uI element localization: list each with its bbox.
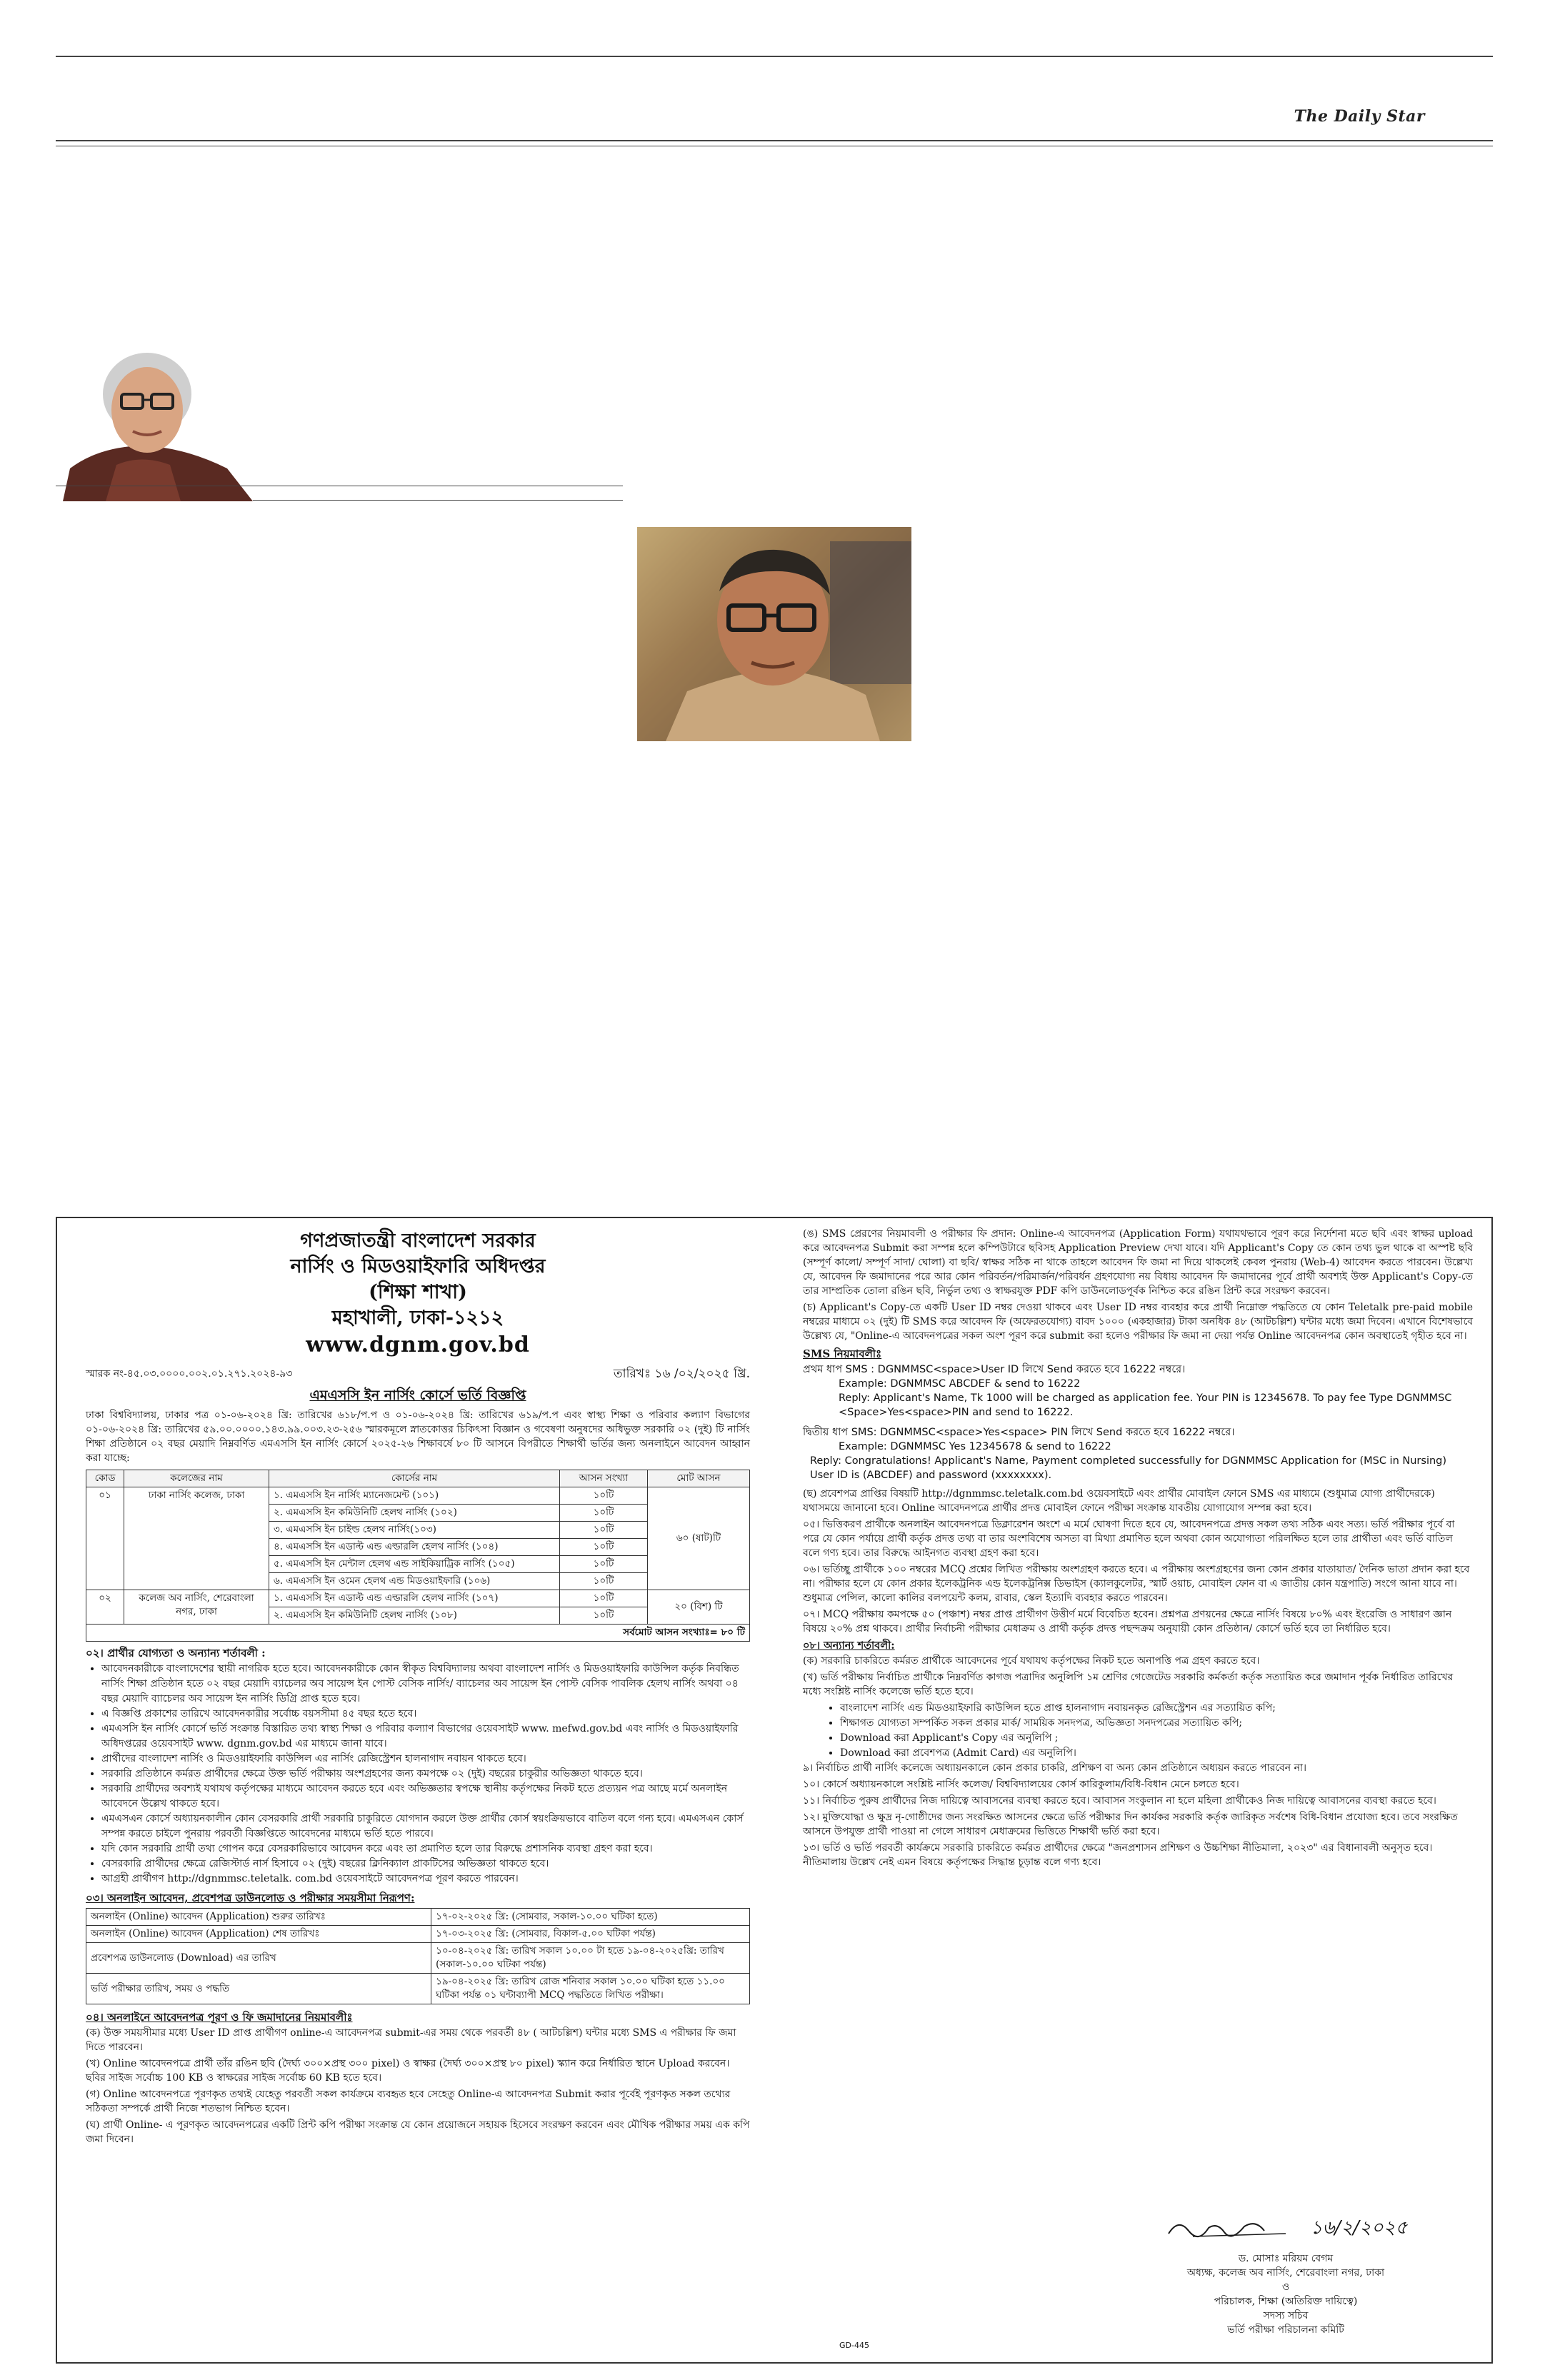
course-seats: ১০টি — [560, 1505, 648, 1522]
list-item: • আবেদনকারীকে বাংলাদেশের স্থায়ী নাগরিক হতে হবে। আবেদনকারীকে কোন স্বীকৃত বিশ্ববিদ্যালয় অথবা বাংলাদেশ নার্সিং ও মিডওয়াইফারি কাউন্সিল কর্তৃক নিবন্ধিত নার্সিং শিক্ষা প্রতিষ্ঠান হতে ০২ বছর মেয়াদি ব্যাচেলর অব সায়েন্স ইন পোস্ট বেসিক নার্সিং/ ব্যাচেলর অব সায়েন্স ইন পোস্ট বেসিক পাবলিক হেলথ নার্সিং অথবা ০৪ বছর মেয়াদি ব্যাচেলর অব সায়েন্স ইন নার্সিং ডিগ্রি প্রাপ্ত হতে হবে। — [101, 1662, 750, 1707]
schedule-value: ১৭-০৩-২০২৫ খ্রি: (সোমবার, বিকাল-৫.০০ ঘটিকা পর্যন্ত) — [431, 1926, 750, 1943]
schedule-value: ১০-০৪-২০২৫ খ্রি: তারিখ সকাল ১০.০০ টা হতে ১৯-০৪-২০২৫খ্রি: তারিখ (সকাল-১০.০০ ঘটিকা পর্যন্ত) — [431, 1943, 750, 1974]
course-name: ৩. এমএসসি ইন চাইল্ড হেলথ নার্সিং(১০৩) — [269, 1522, 560, 1539]
list-item: • সরকারি প্রতিষ্ঠানে কর্মরত প্রার্থীদের ক্ষেত্রে উক্ত ভর্তি পরীক্ষায় অংশগ্রহণের জন্য কমপক্ষে ০২ (দুই) বছরের চাকুরীর অভিজ্ঞতা থাকতে হবে। — [101, 1767, 750, 1782]
branch-name: (শিক্ষা শাখা) — [369, 1281, 467, 1303]
course-name: ৪. এমএসসি ইন এডাল্ট এন্ড এল্ডারলি হেলথ নার্সিং (১০৪) — [269, 1539, 560, 1556]
col-header-total: মোট আসন — [648, 1470, 750, 1487]
signer-name: ড. মোসাঃ মরিয়ম বেগম — [1238, 2253, 1334, 2264]
list-item: • এমএসসি ইন নার্সিং কোর্সে ভর্তি সংক্রান্ত বিস্তারিত তথ্য স্বাস্থ্য শিক্ষা ও পরিবার কল্যাণ বিভাগের ওয়েবসাইট www. mefwd.gov.bd এবং নার্সিং ও মিডওয়াইফারি অধিদপ্তরের ওয়েবসাইট www. dgnm.gov.bd এর মাধ্যমে জানা যাবে। — [101, 1722, 750, 1752]
header-rule-1 — [56, 140, 1493, 141]
sms-step1: প্রথম ধাপ SMS : DGNMMSC<space>User ID লিখে Send করতে হবে 16222 নম্বরে। — [803, 1364, 1186, 1375]
clause-13: ১৩। ভর্তি ও ভর্তি পরবর্তী কার্যক্রমে সরকারি চাকরিতে কর্মরত প্রার্থীদের ক্ষেত্রে "জনপ্রশাসন প্রশিক্ষণ ও উচ্চশিক্ষা নীতিমালা, ২০২৩" এর বিধানাবলী অনুসৃত হবে। নীতিমালায় উল্লেখ নেই এমন বিষয়ে কর্তৃপক্ষের সিদ্ধান্ত চূড়ান্ত বলে গণ্য হবে। — [803, 1842, 1433, 1868]
course-name: ২. এমএসসি ইন কমিউনিটি হেলথ নার্সিং (১০২) — [269, 1505, 560, 1522]
course-seats: ১০টি — [560, 1487, 648, 1505]
govt-name: গণপ্রজাতন্ত্রী বাংলাদেশ সরকার — [300, 1230, 536, 1252]
clause-05: ০৫। ভিত্তিকরণ প্রার্থীকে অনলাইন আবেদনপত্রে ডিক্লারেশন অংশে এ মর্মে ঘোষণা দিতে হবে যে, আবেদনপত্রে প্রদত্ত সকল তথ্য সঠিক এবং সত্য। ভর্তি পরীক্ষার পূর্বে বা পরে যে কোন পর্যায়ে প্রার্থী কর্তৃক প্রদত্ত তথ্য বা তার অংশবিশেষ অসত্য বা মিথ্যা প্রমাণিত হলে অথবা কোন অযোগ্যতা পরিলক্ষিত হলে তার প্রার্থীতা এবং ভর্তি বাতিল বলে গণ্য হবে। তার বিরুদ্ধে আইনগত ব্যবস্থা গ্রহণ করা হবে। — [803, 1519, 1455, 1559]
course-name: ১. এমএসসি ইন এডাল্ট এন্ড এল্ডারলি হেলথ নার্সিং (১০৭) — [269, 1590, 560, 1607]
schedule-table — [86, 1908, 750, 2004]
list-item: • বাংলাদেশ নার্সিং এন্ড মিডওয়াইফারি কাউন্সিল হতে প্রাপ্ত হালনাগাদ নবায়নকৃত রেজিস্ট্রেশন এর সত্যায়িত কপি; — [840, 1701, 1473, 1716]
course-seats: ১০টি — [560, 1539, 648, 1556]
sms-rules-intro: (ঙ) SMS প্রেরণের নিয়মাবলী ও পরীক্ষার ফি প্রদান: Online-এ আবেদনপত্র (Application Form) যথাযথভাবে পূরণ করে নির্দেশনা মতে ছবি এবং স্বাক্ষর upload করে আবেদনপত্র Submit করা সম্পন্ন হলে কম্পিউটারে ছবিসহ Application Preview দেখা যাবে। যদি Applicant's Copy তে কোন তথ্য ভুল থাকে বা অস্পষ্ট ছবি (সম্পূর্ণ কালো/ সম্পূর্ণ সাদা/ ঘোলা) বা ছবি/ স্বাক্ষর সঠিক না থাকে তাহলে আবেদন ফি জমা না দিয়ে থাকলেই কেবল পুনরায় (Web-4) আবেদন করতে পারবেন। উল্লেখ্য যে, আবেদন ফি জমাদানের পরে আর কোন পরিবর্তন/পরিমার্জন/পরিবর্ধন গ্রহণযোগ্য নয় বিধায় আবেদন ফি জমাদানের পূর্বে প্রার্থী অবশ্যই উক্ত Applicant's Copy-তে তার সাম্প্রতিক তোলা রঙিন ছবি, নির্ভুল তথ্য ও স্বাক্ষরযুক্ত PDF কপি ডাউনলোডপূর্বক নিশ্চিত করে রঙিন প্রিন্ট করে সংরক্ষণ করবেন। — [803, 1228, 1473, 1297]
portrait-woman-illustration — [56, 347, 253, 501]
course-name: ১. এমএসসি ইন নার্সিং ম্যানেজমেন্ট (১০১) — [269, 1487, 560, 1505]
admit-card-info: (ছ) প্রবেশপত্র প্রাপ্তির বিষয়টি http://dgnmmsc.teletalk.com.bd ওয়েবসাইটে এবং প্রার্থীর মোবাইল ফোনে SMS এর মাধ্যমে (শুধুমাত্র যোগ্য প্রার্থীদেরকে) যথাসময়ে জানানো হবে। Online আবেদনপত্রে প্রার্থীর প্রদত্ত মোবাইল ফোনে পরীক্ষা সংক্রান্ত যাবতীয় যোগাযোগ সম্পন্ন করা হবে। — [803, 1488, 1435, 1514]
list-item: • Download করা প্রবেশপত্র (Admit Card) এর অনুলিপি। — [840, 1746, 1473, 1761]
list-item: • Download করা Applicant's Copy এর অনুলিপি ; — [840, 1731, 1473, 1746]
clause-11: ১১। নির্বাচিত পুরুষ প্রার্থীদের নিজ দায়িত্বে আবাসনের ব্যবস্থা করতে হবে। আবাসন সংকুলান না হলে মহিলা প্রার্থীকেও নিজ দায়িত্বে আবাসনের ব্যবস্থা করতে হবে। — [803, 1795, 1436, 1807]
sms-step2-example: Example: DGNMMSC Yes 12345678 & send to 16222 — [839, 1441, 1111, 1452]
college-code: ০২ — [86, 1590, 124, 1625]
fee-rule-ka: (ক) উক্ত সময়সীমার মধ্যে User ID প্রাপ্ত প্রার্থীগণ online-এ আবেদনপত্র submit-এর সময় থেকে পরবর্তী ৪৮ ( আটচল্লিশ) ঘন্টার মধ্যে SMS এ পরীক্ষার ফি জমা দিতে পারবেন। — [86, 2027, 736, 2053]
course-seats: ১০টি — [560, 1607, 648, 1625]
table-row — [86, 1974, 750, 2004]
signer-title-1: অধ্যক্ষ, কলেজ অব নার্সিং, শেরেবাংলা নগর, ঢাকা — [1186, 2267, 1385, 2279]
notice-intro: ঢাকা বিশ্ববিদ্যালয়, ঢাকার পত্র ০১-০৬-২০২৪ খ্রি: তারিখের ৬১৮/প.প ও ০১-০৬-২০২৪ খ্রি: তারিখের ৬১৯/প.প এবং স্বাস্থ্য শিক্ষা ও পরিবার কল্যাণ বিভাগের ০১-০৬-২০২৪ খ্রি: তারিখের ৫৯.০০.০০০০.১৪৩.৯৯.০০৩.২৩-২৫৬ স্মারকমূলে স্নাতকোত্তর চিকিৎসা বিজ্ঞান ও গবেষণা অনুষদের অধিভুক্ত সরকারি ০২ (দুই) টি নার্সিং শিক্ষা প্রতিষ্ঠানে ০২ বছর মেয়াদি নিম্নবর্ণিত এমএসসি ইন নার্সিং কোর্সে ২০২৫-২৬ শিক্ষাবর্ষে ৮০ টি আসনে বিপরীতে শিক্ষার্থী ভর্তির জন্য অনলাইনে আবেদন আহ্বান করা যাচ্ছে: — [86, 1410, 750, 1464]
admission-notice-ad — [56, 1217, 1493, 2364]
portrait-photo-man — [637, 527, 911, 741]
sms-step1-example: Example: DGNMMSC ABCDEF & send to 16222 — [839, 1378, 1081, 1390]
list-item: • শিক্ষাগত যোগ্যতা সম্পর্কিত সকল প্রকার মার্ক/ সাময়িক সনদপত্র, অভিজ্ঞতা সনদপত্রের সত্যায়িত কপি; — [840, 1716, 1473, 1731]
section2-heading: ০২। প্রার্থীর যোগ্যতা ও অন্যান্য শর্তাবলী : — [86, 1647, 266, 1660]
signature-date: ১৬/২/২০২৫ — [1310, 2217, 1408, 2239]
clause-08-ka: (ক) সরকারি চাকরিতে কর্মরত প্রার্থীকে আবেদনের পূর্বে যথাযথ কর্তৃপক্ষের নিকট হতে অনাপত্তি পত্র গ্রহণ করতে হবে। — [803, 1655, 1260, 1667]
table-total-row — [86, 1625, 750, 1642]
sms-step2: দ্বিতীয় ধাপ SMS: DGNMMSC<space>Yes<space> PIN লিখে Send করতে হবে 16222 নম্বরে। — [803, 1427, 1235, 1438]
portrait-man-illustration — [637, 527, 911, 741]
masthead-logo: The Daily Star — [1294, 107, 1425, 126]
col-header-seats: আসন সংখ্যা — [560, 1470, 648, 1487]
fee-rule-ga: (গ) Online আবেদনপত্রে পূরণকৃত তথ্যই যেহেতু পরবর্তী সকল কার্যক্রমে ব্যবহৃত হবে সেহেতু Online-এ আবেদনপত্র Submit করার পূর্বেই পূরণকৃত সকল তথ্যের সঠিকতা সম্পর্কে প্রার্থী নিজে শতভাগ নিশ্চিত হবেন। — [86, 2089, 731, 2114]
course-seats: ১০টি — [560, 1590, 648, 1607]
course-name: ৫. এমএসসি ইন মেন্টাল হেলথ এন্ড সাইকিয়াট্রিক নার্সিং (১০৫) — [269, 1556, 560, 1573]
signer-and: ও — [1281, 2281, 1290, 2293]
schedule-label: অনলাইন (Online) আবেদন (Application) শুরুর তারিখঃ — [86, 1909, 431, 1926]
documents-list — [803, 1701, 1473, 1761]
section4-heading: ০৪। অনলাইনে আবেদনপত্র পূরণ ও ফি জমাদানের নিয়মাবলীঃ — [86, 2011, 353, 2024]
schedule-label: ভর্তি পরীক্ষার তারিখ, সময় ও পদ্ধতি — [86, 1974, 431, 2004]
grand-total: সর্বমোট আসন সংখ্যাঃ= ৮০ টি — [86, 1625, 750, 1642]
sms-step1-reply: Reply: Applicant's Name, Tk 1000 will be charged as application fee. Your PIN is 12345678. To pay fee Type DGNMMSC <Space>Yes<space>PIN and send to 16222. — [839, 1392, 1452, 1418]
college-name: কলেজ অব নার্সিং, শেরেবাংলা নগর, ঢাকা — [124, 1590, 269, 1625]
list-item: • আগ্রহী প্রার্থীগণ http://dgnmmsc.teletalk. com.bd ওয়েবসাইটে আবেদনপত্র পূরণ করতে পারবেন। — [101, 1872, 750, 1887]
clause-08-heading: ০৮। অন্যান্য শর্তাবলী: — [803, 1640, 895, 1652]
table-row — [86, 1943, 750, 1974]
schedule-value: ১৭-০২-২০২৫ খ্রি: (সোমবার, সকাল-১০.০০ ঘটিকা হতে) — [431, 1909, 750, 1926]
list-item: • এ বিজ্ঞপ্তি প্রকাশের তারিখে আবেদনকারীর সর্বোচ্চ বয়সসীমা ৪৫ বছর হতে হবে। — [101, 1707, 750, 1722]
col-header-college: কলেজের নাম — [124, 1470, 269, 1487]
signature-block — [1157, 2212, 1414, 2337]
section3-heading: ০৩। অনলাইন আবেদন, প্রবেশপত্র ডাউনলোড ও পরীক্ষার সময়সীমা নিরূপণ: — [86, 1892, 415, 1904]
schedule-label: অনলাইন (Online) আবেদন (Application) শেষ তারিখঃ — [86, 1926, 431, 1943]
memo-date: তারিখঃ ১৬ /০২/২০২৫ খ্রি. — [613, 1367, 750, 1381]
signer-title-4: ভর্তি পরীক্ষা পরিচালনা কমিটি — [1227, 2324, 1344, 2336]
list-item: • সরকারি প্রার্থীদের অবশ্যই যথাযথ কর্তৃপক্ষের মাধ্যমে আবেদন করতে হবে এবং অভিজ্ঞতার স্বপক্ষে স্থানীয় কর্তৃপক্ষের নিকট হতে প্রত্যয়ন পত্র আছে মর্মে অনলাইন আবেদনে উল্লেখ থাকতে হবে। — [101, 1782, 750, 1812]
fee-rule-gha: (ঘ) প্রার্থী Online- এ পূরণকৃত আবেদনপত্রের একটি প্রিন্ট কপি পরীক্ষা সংক্রান্ত যে কোন প্রয়োজনে সহায়ক হিসেবে সংরক্ষণ করবেন এবং মৌখিক পরীক্ষার সময় এক কপি জমা দিবেন। — [86, 2119, 750, 2145]
col-header-code: কোড — [86, 1470, 124, 1487]
list-item: • যদি কোন সরকারি প্রার্থী তথ্য গোপন করে বেসরকারিভাবে আবেদন করে এবং তা প্রমাণিত হলে তার বিরুদ্ধে প্রশাসনিক ব্যবস্থা গ্রহণ করা হবে। — [101, 1842, 750, 1857]
fee-rule-kha: (খ) Online আবেদনপত্রে প্রার্থী তাঁর রঙিন ছবি (দৈর্ঘ্য ৩০০×প্রস্থ ৩০০ pixel) ও স্বাক্ষর (দৈর্ঘ্য ৩০০×প্রস্থ ৮০ pixel) স্ক্যান করে নির্ধারিত স্থানে Upload করবেন। ছবির সাইজ সর্বোচ্চ 100 KB ও স্বাক্ষরের সাইজ সর্বোচ্চ 60 KB হতে হবে। — [86, 2058, 730, 2084]
list-item: • বেসরকারি প্রার্থীদের ক্ষেত্রে রেজিস্টার্ড নার্স হিসাবে ০২ (দুই) বছরের ক্লিনিক্যাল প্রাকটিসের অভিজ্ঞতা থাকতে হবে। — [101, 1857, 750, 1872]
signer-title-2: পরিচালক, শিক্ষা (অতিরিক্ত দায়িত্বে) — [1214, 2296, 1358, 2307]
eligibility-list — [86, 1662, 750, 1887]
portrait-photo-woman — [56, 347, 253, 501]
sms-step2-reply: Reply: Congratulations! Applicant's Name, Payment completed successfully for DGNMMSC Application for (MSC in Nursing) User ID is (ABCDEF) and password (xxxxxxxx). — [810, 1455, 1447, 1481]
course-seats: ১০টি — [560, 1522, 648, 1539]
table-header-row — [86, 1470, 750, 1487]
top-rule — [56, 56, 1493, 57]
memo-row — [86, 1367, 750, 1381]
notice-title: এমএসসি ইন নার্সিং কোর্সে ভর্তি বিজ্ঞপ্তি — [309, 1387, 526, 1403]
directorate-name: নার্সিং ও মিডওয়াইফারি অধিদপ্তর — [290, 1255, 546, 1277]
memo-number: স্মারক নং-৪৫.০৩.০০০০.০০২.০১.২৭১.২০২৪-৯৩ — [86, 1368, 293, 1380]
table-row — [86, 1926, 750, 1943]
list-item: • প্রার্থীদের বাংলাদেশ নার্সিং ও মিডওয়াইফারি কাউন্সিল এর নার্সিং রেজিস্ট্রেশন হালনাগাদ নবায়ন থাকতে হবে। — [101, 1752, 750, 1767]
ad-left-column — [57, 1218, 771, 2149]
course-name: ৬. এমএসসি ইন ওমেন হেলথ এন্ড মিডওয়াইফারি (১০৬) — [269, 1573, 560, 1590]
schedule-label: প্রবেশপত্র ডাউনলোড (Download) এর তারিখ — [86, 1943, 431, 1974]
signer-title-3: সদস্য সচিব — [1263, 2310, 1309, 2321]
sms-heading: SMS নিয়মাবলীঃ — [803, 1347, 882, 1360]
clause-08-kha: (খ) ভর্তি পরীক্ষায় নির্বাচিত প্রার্থীকে নিম্নবর্ণিত কাগজ পত্রাদির অনুলিপি ১ম শ্রেণির গেজেটেড সরকারি কর্মকর্তা কর্তৃক সত্যায়িত করে জমাদান পূর্বক নির্ধারিত তারিখের মধ্যে সংশ্লিষ্ট নার্সিং কলেজে ভর্তি হতে হবে। — [803, 1672, 1454, 1697]
address: মহাখালী, ঢাকা-১২১২ — [331, 1307, 504, 1329]
photo1-rule-2 — [253, 500, 623, 501]
clause-12: ১২। মুক্তিযোদ্ধা ও ক্ষুদ্র নৃ-গোষ্ঠীদের জন্য সংরক্ষিত আসনের ক্ষেত্রে ভর্তি পরীক্ষার দিন কার্যকর সরকারি কর্তৃক জারিকৃত সর্বশেষ বিধি-বিধান প্রযোজ্য হবে। তবে সংরক্ষিত আসনে উপযুক্ত প্রার্থী পাওয়া না গেলে সাধারণ মেধাক্রমের ভিত্তিতে শিক্ষার্থী ভর্তি করা হবে। — [803, 1812, 1458, 1837]
seat-table — [86, 1470, 750, 1642]
course-seats: ১০টি — [560, 1556, 648, 1573]
course-seats: ১০টি — [560, 1573, 648, 1590]
table-row — [86, 1909, 750, 1926]
college-name: ঢাকা নার্সিং কলেজ, ঢাকা — [124, 1487, 269, 1590]
college-code: ০১ — [86, 1487, 124, 1590]
clause-07: ০৭। MCQ পরীক্ষায় কমপক্ষে ৫০ (পঞ্চাশ) নম্বর প্রাপ্ত প্রার্থীগণ উত্তীর্ণ মর্মে বিবেচিত হবেন। প্রশ্নপত্র প্রণয়নের ক্ষেত্রে নার্সিং বিষয়ে ৮০% এবং ইংরেজি ও সাধারণ জ্ঞান বিষয়ে ২০% প্রশ্ন থাকবে। প্রার্থীর নির্বাচনী পরীক্ষার মেধাক্রম ও প্রার্থী কর্তৃক প্রদত্ত পছন্দক্রম অনুযায়ী কোন প্রতিষ্ঠান/ কোর্সে ভর্তি হবে তা নির্ধারিত হবে। — [803, 1609, 1452, 1635]
course-name: ২. এমএসসি ইন কমিউনিটি হেলথ নার্সিং (১০৮) — [269, 1607, 560, 1625]
website-url[interactable]: www.dgnm.gov.bd — [306, 1332, 530, 1357]
handwritten-signature — [1164, 2212, 1307, 2241]
col-header-course: কোর্সের নাম — [269, 1470, 560, 1487]
college-total-seats: ২০ (বিশ) টি — [648, 1590, 750, 1625]
table-row — [86, 1487, 750, 1505]
ad-right-column — [796, 1218, 1493, 1872]
clause-10: ১০। কোর্সে অধ্যায়নকালে সংশ্লিষ্ট নার্সিং কলেজ/ বিশ্ববিদ্যালয়ের কোর্স কারিকুলাম/বিধি-বিধান মেনে চলতে হবে। — [803, 1779, 1239, 1790]
user-id-rules: (চ) Applicant's Copy-তে একটি User ID নম্বর দেওয়া থাকবে এবং User ID নম্বর ব্যবহার করে প্রার্থী নিম্নোক্ত পদ্ধতিতে যে কোন Teletalk pre-paid mobile নম্বরের মাধ্যমে ০২ (দুই) টি SMS করে আবেদন ফি (অফেরতযোগ্য) বাবদ ১০০০ (একহাজার) টাকা অনধিক ৪৮ (আটচল্লিশ) ঘন্টার মধ্যে জমা দিবেন। এখানে বিশেষভাবে উল্লেখ্য যে, "Online-এ আবেদনপত্রের সকল অংশ পূরণ করে submit করা হলেও পরীক্ষার ফি জমা না দেয়া পর্যন্ত Online আবেদনপত্র কোন অবস্থাতেই গৃহীত হবে না। — [803, 1302, 1473, 1342]
clause-09: ৯। নির্বাচিত প্রার্থী নার্সিং কলেজে অধ্যায়নকালে কোন প্রকার চাকরি, প্রশিক্ষণ বা অন্য কোন প্রতিষ্ঠানে অধ্যয়ন করতে পারবেন না। — [803, 1762, 1307, 1774]
schedule-value: ১৯-০৪-২০২৫ খ্রি: তারিখ রোজ শনিবার সকাল ১০.০০ ঘটিকা হতে ১১.০০ ঘটিকা পর্যন্ত ০১ ঘন্টাব্যাপী MCQ পদ্ধতিতে লিখিত পরীক্ষা। — [431, 1974, 750, 2004]
table-row — [86, 1590, 750, 1607]
gd-code: GD-445 — [839, 2341, 869, 2350]
ad-header — [86, 1228, 750, 1360]
clause-06: ০৬। ভর্তিচ্ছু প্রার্থীকে ১০০ নম্বরের MCQ প্রশ্নের লিখিত পরীক্ষায় অংশগ্রহণ করতে হবে। এ পরীক্ষায় অংশগ্রহণের জন্য কোন প্রকার যাতায়াত/ দৈনিক ভাতা প্রদান করা হবে না। পরীক্ষার হলে যে কোন প্রকার ইলেকট্রনিক এন্ড ইলেকট্রনিক্স ডিভাইস (ক্যালকুলেটর, স্মার্ট ওয়াচ, মোবাইল ফোন বা এ জাতীয় কোন যন্ত্রপাতি) সংগে আনা যাবে না। শুধুমাত্র পেন্সিল, কালো কালির বলপয়েন্ট কলম, রাবার, স্কেল ইত্যাদি ব্যবহার করতে পারবেন। — [803, 1564, 1470, 1604]
college-total-seats: ৬০ (ষাট)টি — [648, 1487, 750, 1590]
list-item: • এমএসএন কোর্সে অধ্যায়নকালীন কোন বেসরকারি প্রার্থী সরকারি চাকুরিতে যোগদান করলে উক্ত প্রার্থীর কোর্স স্বয়ংক্রিয়ভাবে বাতিল বলে গন্য হবে। এমএসএন কোর্স সম্পন্ন করতে চাইলে পুনরায় পরবর্তী বিজ্ঞপ্তিতে আবেদনের মাধ্যমে ভর্তি হতে পারবে। — [101, 1812, 750, 1842]
